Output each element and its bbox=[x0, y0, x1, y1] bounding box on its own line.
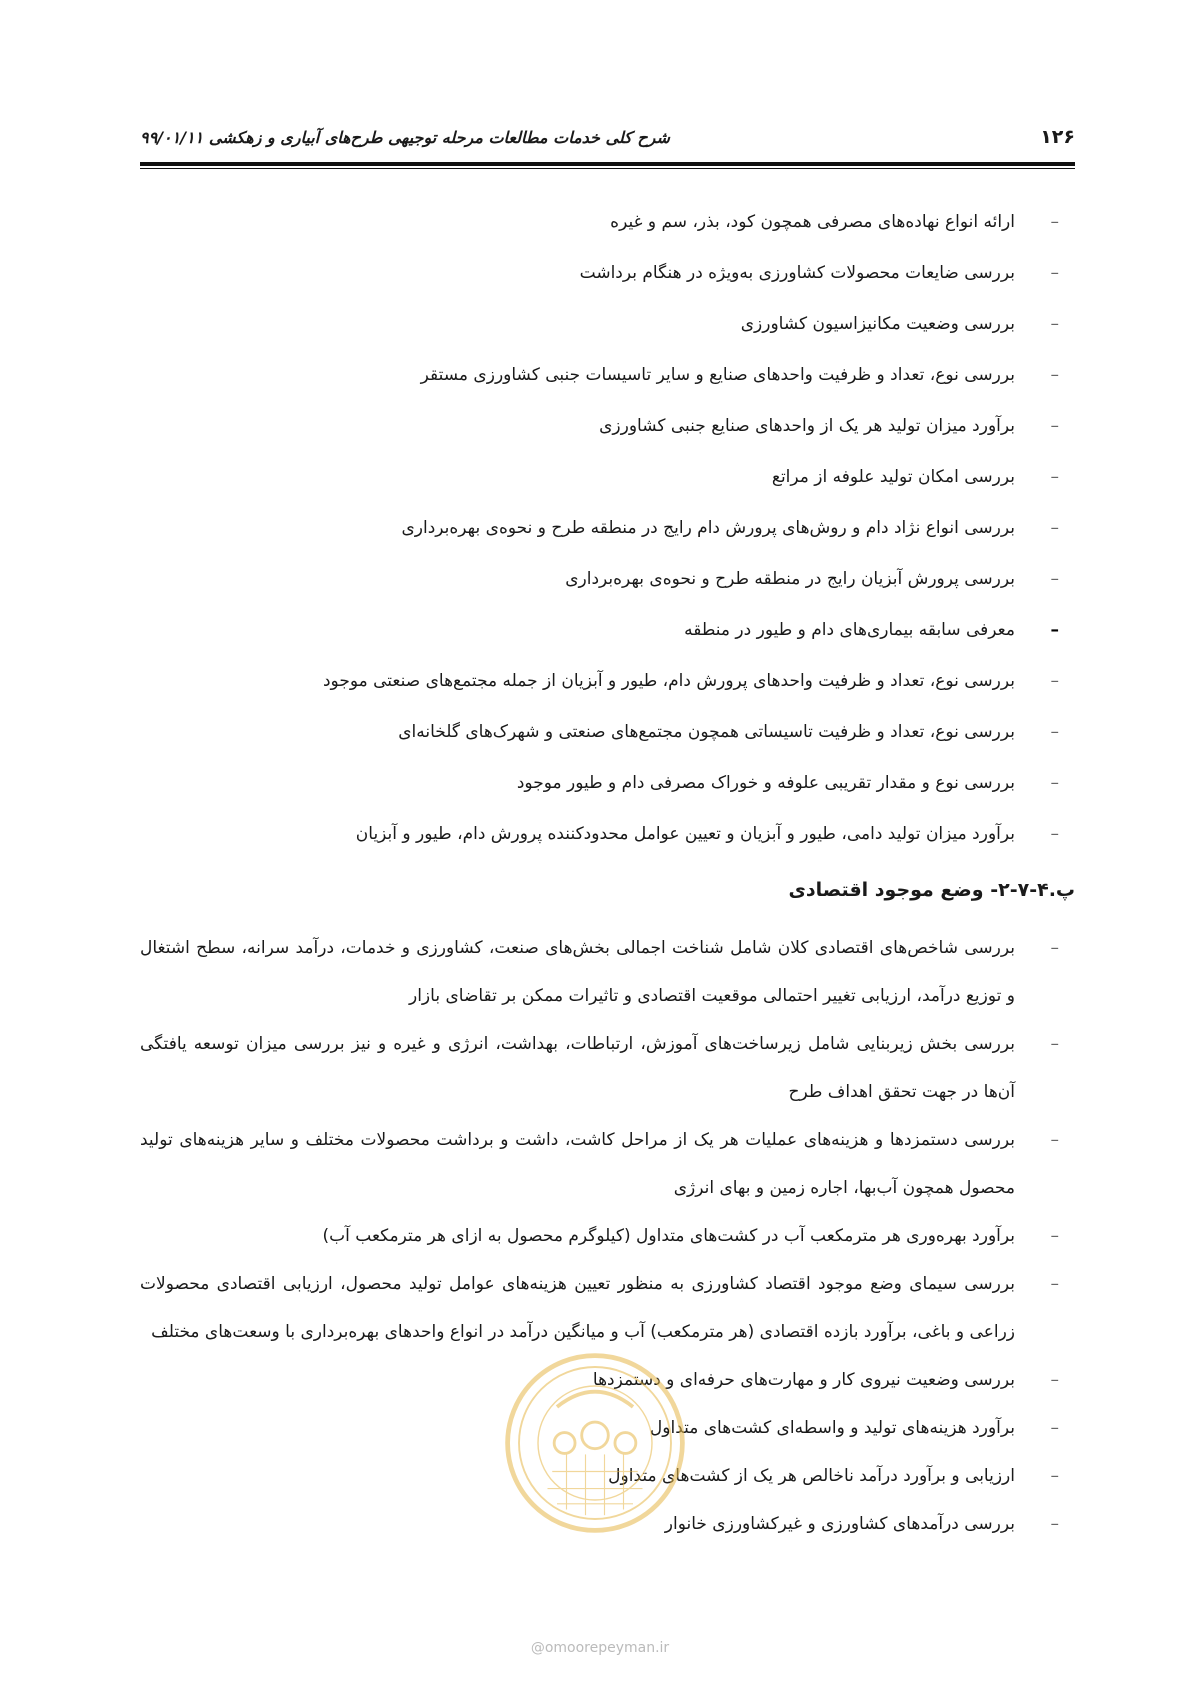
list-item bbox=[140, 1260, 1075, 1356]
website-watermark: @omoorepeyman.ir bbox=[530, 1640, 670, 1656]
dash-bullet: – bbox=[1050, 671, 1059, 691]
list-item bbox=[140, 361, 1075, 389]
list-item-text: بررسی نوع، تعداد و ظرفیت واحدهای صنایع و سایر تاسیسات جنبی کشاورزی مستقر bbox=[420, 365, 1015, 385]
list-item bbox=[140, 924, 1075, 1020]
dash-bullet: – bbox=[1050, 467, 1059, 487]
list-item bbox=[140, 1212, 1075, 1260]
list-item-text: ارائه انواع نهاده‌های مصرفی همچون کود، بذر، سم و غیره bbox=[610, 212, 1015, 232]
dash-bullet: – bbox=[1050, 1466, 1059, 1486]
list-item bbox=[140, 565, 1075, 593]
list-item-text: معرفی سابقه بیماری‌های دام و طیور در منطقه bbox=[684, 620, 1015, 640]
dash-bullet: – bbox=[1050, 518, 1059, 538]
list-item-text: برآورد میزان تولید هر یک از واحدهای صنایع جنبی کشاورزی bbox=[599, 416, 1015, 436]
list-item bbox=[140, 820, 1075, 848]
dash-bullet: – bbox=[1050, 1514, 1059, 1534]
agriculture-review-list bbox=[140, 208, 1075, 848]
list-item-text: بررسی نوع و مقدار تقریبی علوفه و خوراک مصرفی دام و طیور موجود bbox=[516, 773, 1015, 793]
list-item-text: بررسی درآمدهای کشاورزی و غیرکشاورزی خانوار bbox=[664, 1514, 1015, 1534]
list-item-text: بررسی پرورش آبزیان رایج در منطقه طرح و نحوه‌ی بهره‌برداری bbox=[565, 569, 1015, 589]
list-item-text: ارزیابی و برآورد درآمد ناخالص هر یک از کشت‌های متداول bbox=[608, 1466, 1015, 1486]
dash-bullet: – bbox=[1050, 1370, 1059, 1390]
list-item-text: بررسی نوع، تعداد و ظرفیت تاسیساتی همچون مجتمع‌های صنعتی و شهرک‌های گلخانه‌ای bbox=[398, 722, 1015, 742]
list-item bbox=[140, 412, 1075, 440]
list-item-text: بررسی وضعیت مکانیزاسیون کشاورزی bbox=[740, 314, 1015, 334]
list-item-text: برآورد میزان تولید دامی، طیور و آبزیان و تعیین عوامل محدودکننده پرورش دام، طیور و آبزیان bbox=[355, 824, 1015, 844]
dash-bullet: – bbox=[1050, 569, 1059, 589]
list-item-text: بررسی ضایعات محصولات کشاورزی به‌ویژه در هنگام برداشت bbox=[579, 263, 1015, 283]
list-item bbox=[140, 310, 1075, 338]
dash-bullet: – bbox=[1050, 620, 1059, 640]
publisher-seal-watermark bbox=[500, 1348, 690, 1538]
list-item-text: برآورد هزینه‌های تولید و واسطه‌ای کشت‌های متداول bbox=[649, 1418, 1015, 1438]
list-item-text: بررسی شاخص‌های اقتصادی کلان شامل شناخت اجمالی بخش‌های صنعت، کشاورزی و خدمات، درآمد سرانه، سطح اشتغال و توزیع درآمد، ارزیابی تغییر احتمالی موقعیت اقتصادی و تاثیرات ممکن بر تقاضای بازار bbox=[140, 938, 1015, 1006]
list-item-text: بررسی انواع نژاد دام و روش‌های پرورش دام رایج در منطقه طرح و نحوه‌ی بهره‌برداری bbox=[401, 518, 1015, 538]
list-item-text: بررسی بخش زیربنایی شامل زیرساخت‌های آموزش، ارتباطات، بهداشت، انرژی و غیره و نیز بررسی میزان توسعه یافتگی آن‌ها در جهت تحقق اهداف طرح bbox=[140, 1034, 1015, 1102]
dash-bullet: – bbox=[1050, 1418, 1059, 1438]
list-item-text: برآورد بهره‌وری هر مترمکعب آب در کشت‌های متداول (کیلوگرم محصول به ازای هر مترمکعب آب) bbox=[322, 1226, 1015, 1246]
dash-bullet: – bbox=[1050, 314, 1059, 334]
list-item bbox=[140, 718, 1075, 746]
list-item-text: بررسی سیمای وضع موجود اقتصاد کشاورزی به منظور تعیین هزینه‌های عوامل تولید محصول، ارزیابی اقتصادی محصولات زراعی و باغی، برآورد بازده اقتصادی (هر مترمکعب) آب و میانگین درآمد در انواع واحدهای بهره‌برداری با وسعت‌های مختلف bbox=[140, 1274, 1015, 1342]
dash-bullet: – bbox=[1050, 1226, 1059, 1246]
dash-bullet: – bbox=[1050, 1274, 1059, 1294]
page-content bbox=[140, 208, 1075, 1548]
header-rule-thick bbox=[140, 162, 1075, 166]
dash-bullet: – bbox=[1050, 365, 1059, 385]
dash-bullet: – bbox=[1050, 938, 1059, 958]
list-item bbox=[140, 208, 1075, 236]
header-rule-thin bbox=[140, 168, 1075, 169]
list-item-text: بررسی دستمزدها و هزینه‌های عملیات هر یک از مراحل کاشت، داشت و برداشت محصولات مختلف و سایر هزینه‌های تولید محصول همچون آب‌بها، اجاره زمین و بهای انرژی bbox=[140, 1130, 1015, 1198]
dash-bullet: – bbox=[1050, 1034, 1059, 1054]
running-title: شرح کلی خدمات مطالعات مرحله توجیهی طرح‌های آبیاری و زهکشی ۹۹/۰۱/۱۱ bbox=[140, 128, 670, 147]
list-item bbox=[140, 259, 1075, 287]
dash-bullet: – bbox=[1050, 212, 1059, 232]
list-item bbox=[140, 769, 1075, 797]
list-item-text: بررسی نوع، تعداد و ظرفیت واحدهای پرورش دام، طیور و آبزیان از جمله مجتمع‌های صنعتی موجود bbox=[322, 671, 1015, 691]
list-item bbox=[140, 1020, 1075, 1116]
list-item bbox=[140, 667, 1075, 695]
dash-bullet: – bbox=[1050, 722, 1059, 742]
page-header bbox=[140, 118, 1075, 148]
list-item-text: بررسی امکان تولید علوفه از مراتع bbox=[771, 467, 1015, 487]
list-item bbox=[140, 616, 1075, 644]
dash-bullet: – bbox=[1050, 1130, 1059, 1150]
dash-bullet: – bbox=[1050, 263, 1059, 283]
section-heading: پ.۴-۷-۲- وضع موجود اقتصادی bbox=[788, 879, 1075, 901]
list-item bbox=[140, 1116, 1075, 1212]
page-number: ۱۲۶ bbox=[1040, 126, 1075, 148]
list-item bbox=[140, 463, 1075, 491]
dash-bullet: – bbox=[1050, 416, 1059, 436]
list-item bbox=[140, 514, 1075, 542]
list-item-text: بررسی وضعیت نیروی کار و مهارت‌های حرفه‌ای و دستمزدها bbox=[592, 1370, 1015, 1390]
dash-bullet: – bbox=[1050, 824, 1059, 844]
dash-bullet: – bbox=[1050, 773, 1059, 793]
